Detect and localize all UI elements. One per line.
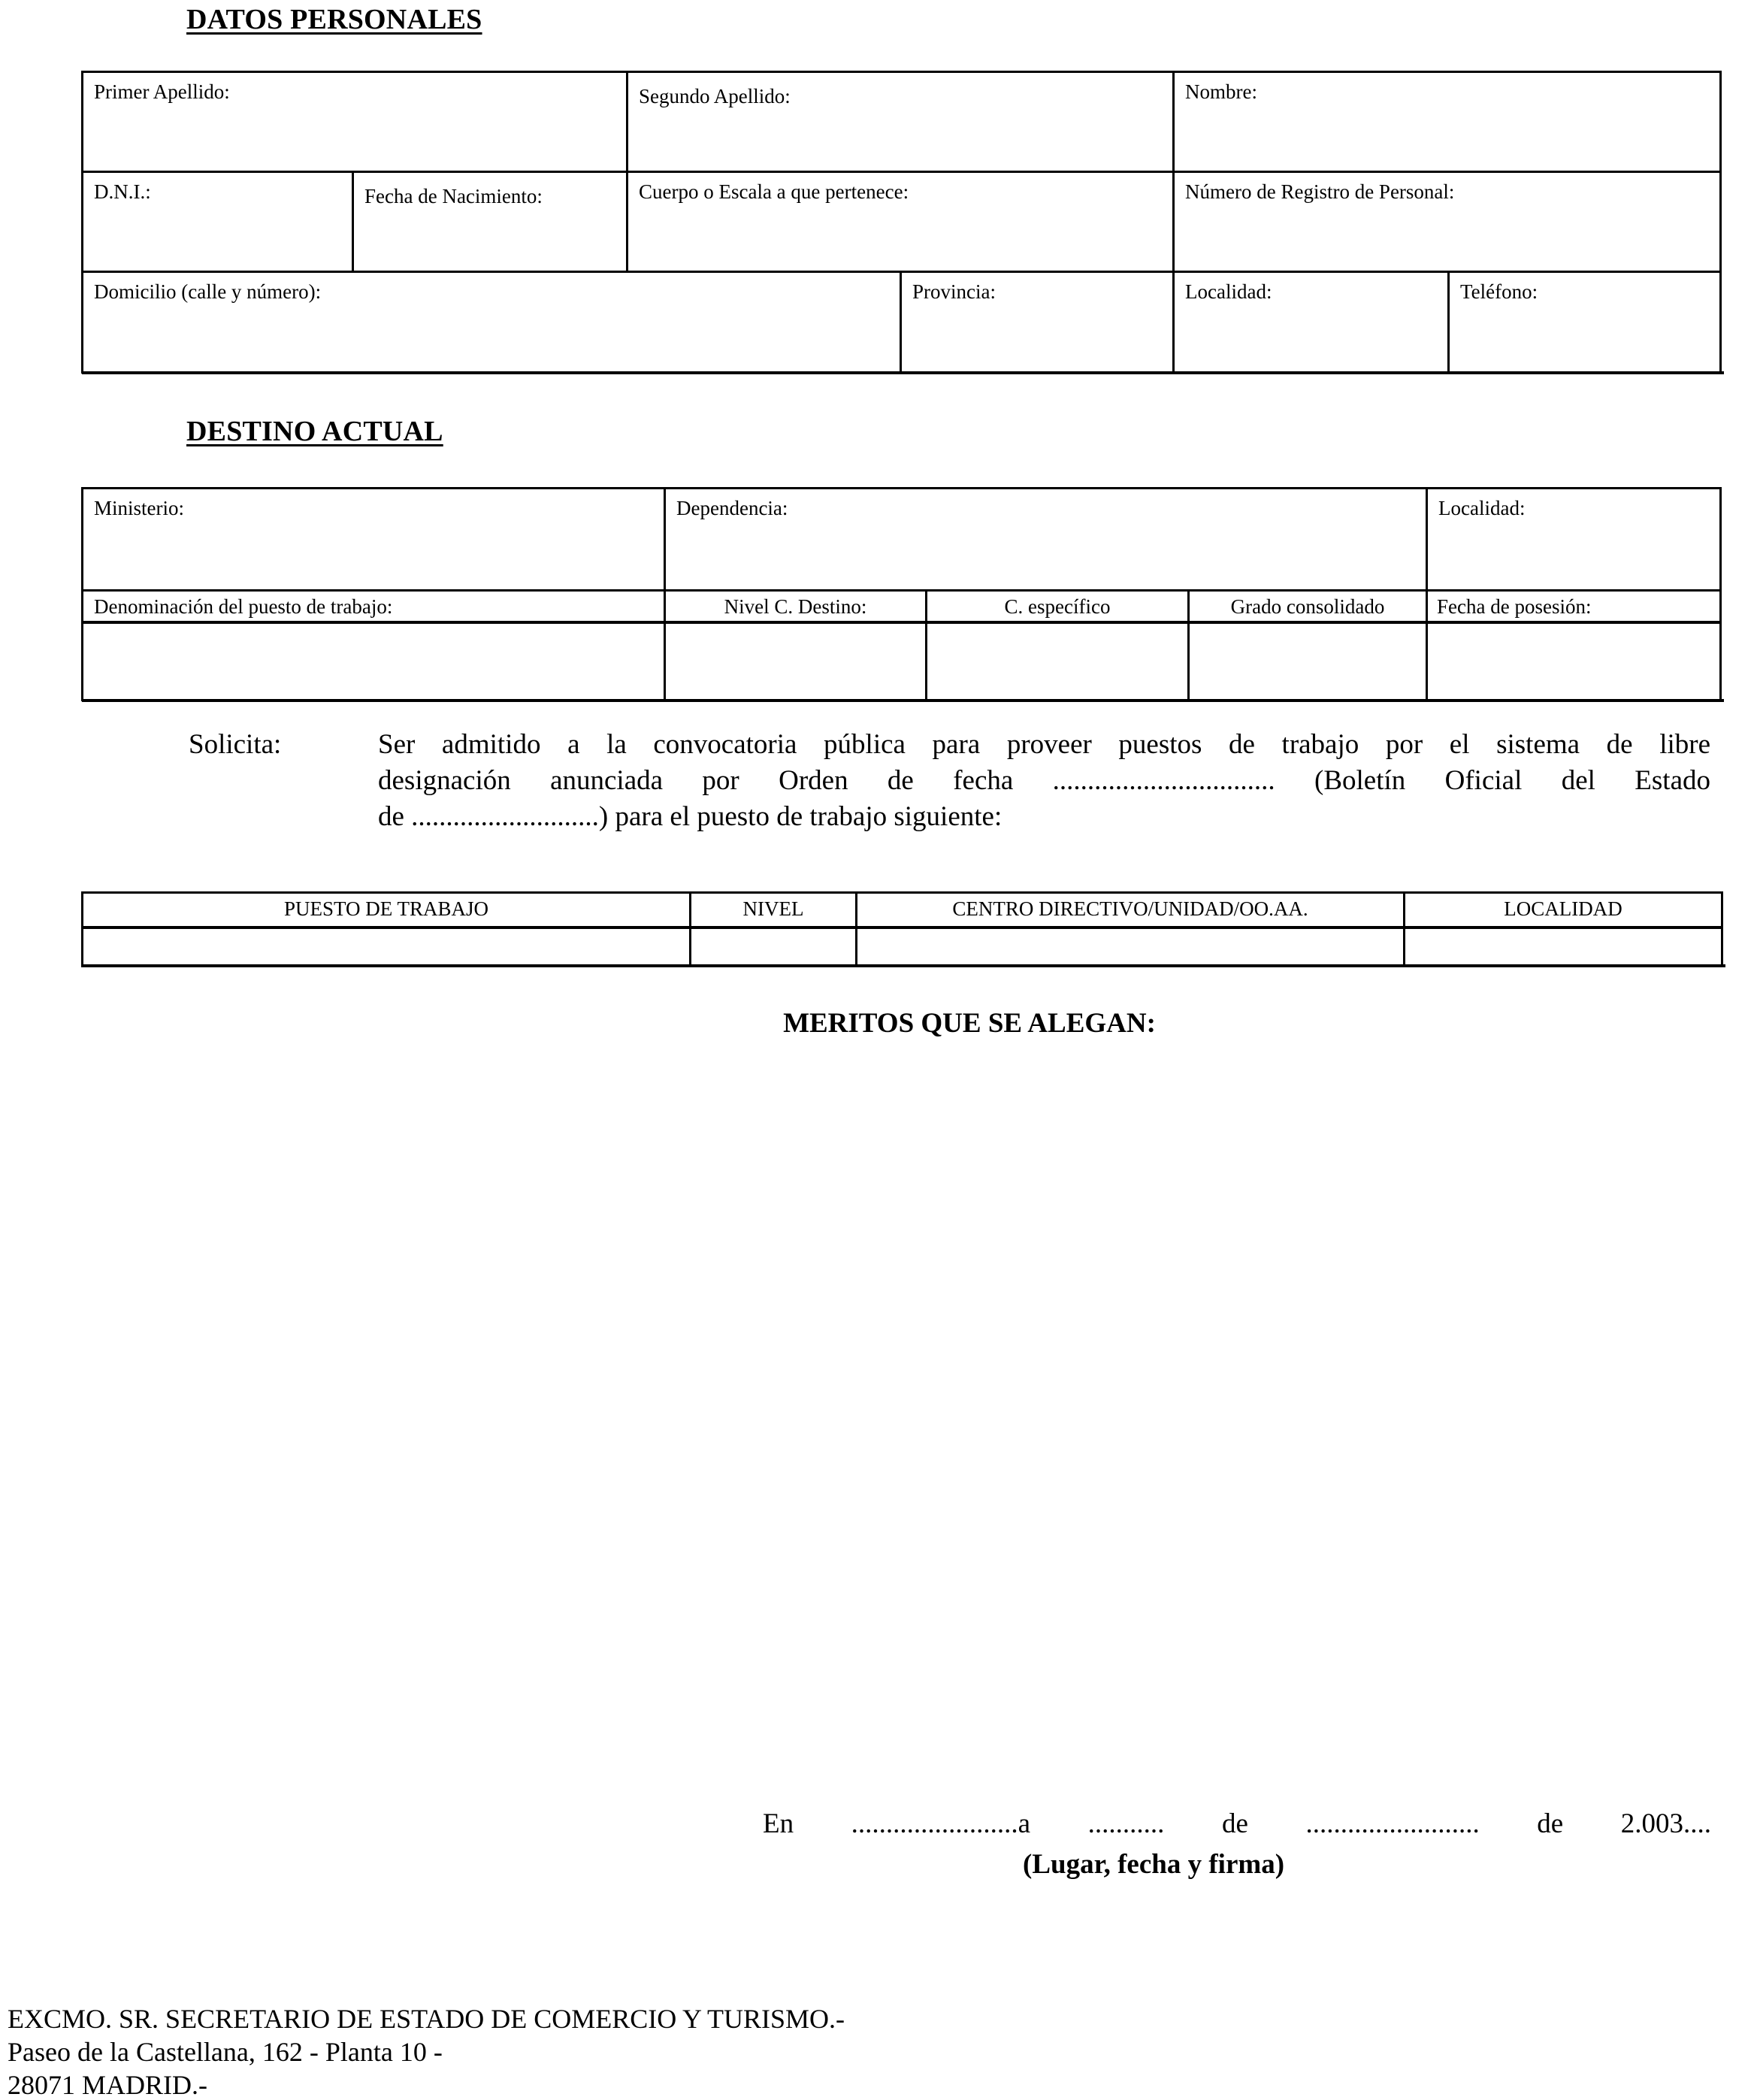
- fecha-nacimiento-field[interactable]: [354, 173, 626, 271]
- provincia-label: Provincia:: [912, 280, 996, 303]
- table-border: [82, 371, 1724, 374]
- domicilio-label: Domicilio (calle y número):: [94, 280, 322, 303]
- nombre-label: Nombre:: [1185, 80, 1257, 103]
- centro-directivo-field[interactable]: [857, 929, 1403, 964]
- localidad-header: LOCALIDAD: [1504, 897, 1622, 920]
- solicitud-line-1: Ser admitido a la convocatoria pública para proveer puestos de trabajo por el sistema de libre: [378, 729, 1710, 760]
- signature-line: En ........................a ........... de ......................... de 2.003....: [763, 1808, 1711, 1839]
- recipient-line-1: EXCMO. SR. SECRETARIO DE ESTADO DE COMERCIO Y TURISMO.-: [8, 2004, 845, 2034]
- grado-consolidado-label: Grado consolidado: [1230, 595, 1385, 618]
- nivel-c-destino-label: Nivel C. Destino:: [724, 595, 867, 618]
- meritos-title: MERITOS QUE SE ALEGAN:: [783, 1008, 1156, 1039]
- telefono-field[interactable]: [1450, 273, 1719, 371]
- recipient-line-3: 28071 MADRID.-: [8, 2070, 207, 2100]
- domicilio-field[interactable]: [83, 273, 900, 371]
- nombre-field[interactable]: [1175, 73, 1719, 171]
- localidad-field[interactable]: [1175, 273, 1447, 371]
- provincia-field[interactable]: [902, 273, 1172, 371]
- recipient-line-2: Paseo de la Castellana, 162 - Planta 10 -: [8, 2037, 443, 2067]
- table-border: [1721, 891, 1723, 967]
- solicita-label: Solicita:: [189, 729, 282, 760]
- denominacion-puesto-field[interactable]: [83, 624, 664, 699]
- localidad-destino-label: Localidad:: [1438, 497, 1526, 519]
- puesto-field[interactable]: [83, 929, 689, 964]
- denominacion-puesto-label: Denominación del puesto de trabajo:: [94, 595, 393, 618]
- fecha-posesion-label: Fecha de posesión:: [1437, 595, 1592, 618]
- ministerio-field[interactable]: [83, 489, 664, 589]
- fecha-nacimiento-label: Fecha de Nacimiento:: [364, 185, 543, 207]
- table-border: [82, 699, 1724, 702]
- nivel-header: NIVEL: [742, 897, 804, 920]
- localidad-destino-field[interactable]: [1428, 489, 1719, 589]
- signature-caption: (Lugar, fecha y firma): [1023, 1849, 1285, 1880]
- table-border: [82, 891, 1723, 894]
- cuerpo-escala-label: Cuerpo o Escala a que pertenece:: [639, 180, 909, 203]
- nivel-field[interactable]: [691, 929, 855, 964]
- localidad-puesto-field[interactable]: [1405, 929, 1721, 964]
- dependencia-label: Dependencia:: [676, 497, 788, 519]
- table-border: [1719, 487, 1722, 702]
- c-especifico-field[interactable]: [927, 624, 1187, 699]
- grado-consolidado-field[interactable]: [1190, 624, 1426, 699]
- solicitud-line-3: de ...........................) para el puesto de trabajo siguiente:: [378, 801, 1003, 832]
- dni-label: D.N.I.:: [94, 180, 151, 203]
- primer-apellido-label: Primer Apellido:: [94, 80, 230, 103]
- dni-field[interactable]: [83, 173, 352, 271]
- puesto-header: PUESTO DE TRABAJO: [283, 897, 489, 920]
- datos-personales-title: DATOS PERSONALES: [186, 4, 482, 35]
- localidad-label: Localidad:: [1185, 280, 1272, 303]
- primer-apellido-field[interactable]: [83, 73, 626, 171]
- segundo-apellido-label: Segundo Apellido:: [639, 85, 791, 107]
- centro-directivo-header: CENTRO DIRECTIVO/UNIDAD/OO.AA.: [952, 897, 1308, 920]
- destino-actual-title: DESTINO ACTUAL: [186, 416, 443, 447]
- telefono-label: Teléfono:: [1460, 280, 1538, 303]
- segundo-apellido-field[interactable]: [628, 73, 1172, 171]
- numero-registro-label: Número de Registro de Personal:: [1185, 180, 1455, 203]
- cuerpo-escala-field[interactable]: [628, 173, 1172, 271]
- numero-registro-field[interactable]: [1175, 173, 1719, 271]
- c-especifico-label: C. específico: [1004, 595, 1111, 618]
- solicitud-line-2: designación anunciada por Orden de fecha ................................ (Boletín Oficial del Estado: [378, 765, 1710, 796]
- table-border: [1719, 71, 1722, 374]
- dependencia-field[interactable]: [666, 489, 1426, 589]
- fecha-posesion-field[interactable]: [1428, 624, 1719, 699]
- table-border: [82, 964, 1725, 967]
- meritos-area[interactable]: [82, 1060, 1720, 1774]
- ministerio-label: Ministerio:: [94, 497, 184, 519]
- table-row-divider: [82, 589, 1722, 592]
- nivel-c-destino-field[interactable]: [666, 624, 925, 699]
